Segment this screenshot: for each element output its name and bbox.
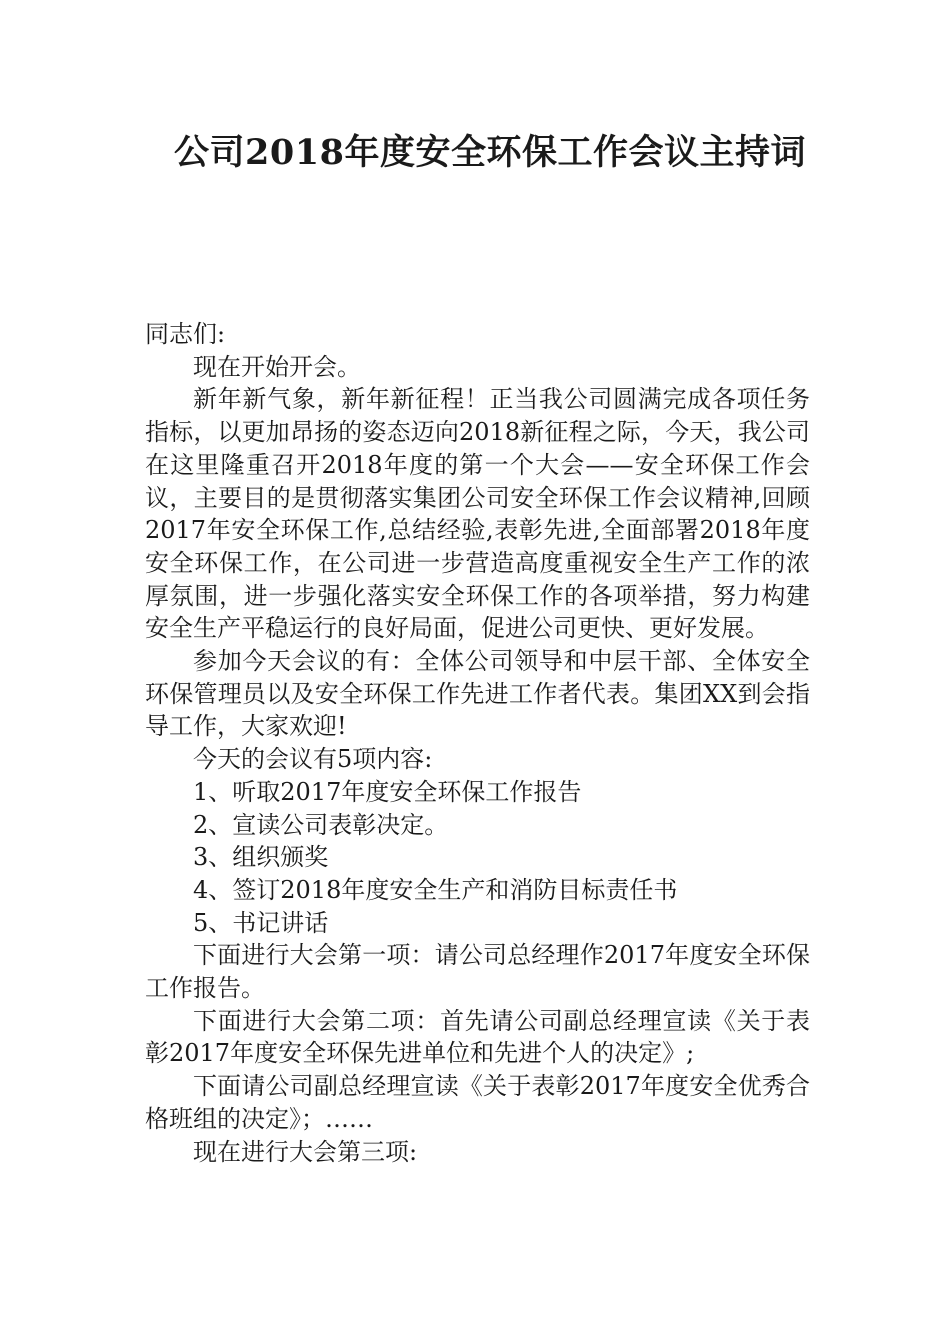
salutation: 同志们: — [145, 320, 226, 348]
agenda-item-4: 4、签订2018年度安全生产和消防目标责任书 — [193, 875, 678, 904]
paragraph-agenda-intro: 今天的会议有5项内容: — [193, 745, 433, 774]
agenda-item-3: 3、组织颁奖 — [193, 843, 329, 872]
agenda-item-2: 2、宣读公司表彰决定。 — [193, 810, 449, 839]
agenda-item-1: 1、听取2017年度安全环保工作报告 — [193, 777, 582, 806]
paragraph-item-two-continued: 下面请公司副总经理宣读《关于表彰2017年度安全优秀合格班组的决定》；…… — [145, 1072, 810, 1133]
paragraph-item-two: 下面进行大会第二项：首先请公司副总经理宣读《关于表彰2017年度安全环保先进单位和先进个人的决定》; — [145, 1006, 810, 1068]
document-body — [145, 318, 810, 1168]
paragraph-opening: 现在开始开会。 — [193, 352, 361, 381]
agenda-item-5: 5、书记讲话 — [193, 908, 329, 937]
paragraph-introduction: 新年新气象，新年新征程！正当我公司圆满完成各项任务指标，以更加昂扬的姿态迈向2018新征程之际，今天，我公司在这里隆重召开2018年度的第一个大会——安全环保工作会议，主要目的是贯彻落实集团公司安全环保工作会议精神,回顾2017年安全环保工作,总结经验,表彰先进,全面部署2018年度安全环保工作，在公司进一步营造高度重视安全生产工作的浓厚氛围，进一步强化落实安全环保工作的各项举措，努力构建安全生产平稳运行的良好局面，促进公司更快、更好发展。 — [145, 385, 810, 643]
paragraph-item-one: 下面进行大会第一项：请公司总经理作2017年度安全环保工作报告。 — [145, 941, 810, 1003]
paragraph-item-three: 现在进行大会第三项: — [193, 1137, 418, 1166]
paragraph-attendees: 参加今天会议的有：全体公司领导和中层干部、全体安全环保管理员以及安全环保工作先进工作者代表。集团XX到会指导工作，大家欢迎! — [145, 647, 810, 741]
document-title: 公司2018年度安全环保工作会议主持词 — [174, 132, 806, 173]
